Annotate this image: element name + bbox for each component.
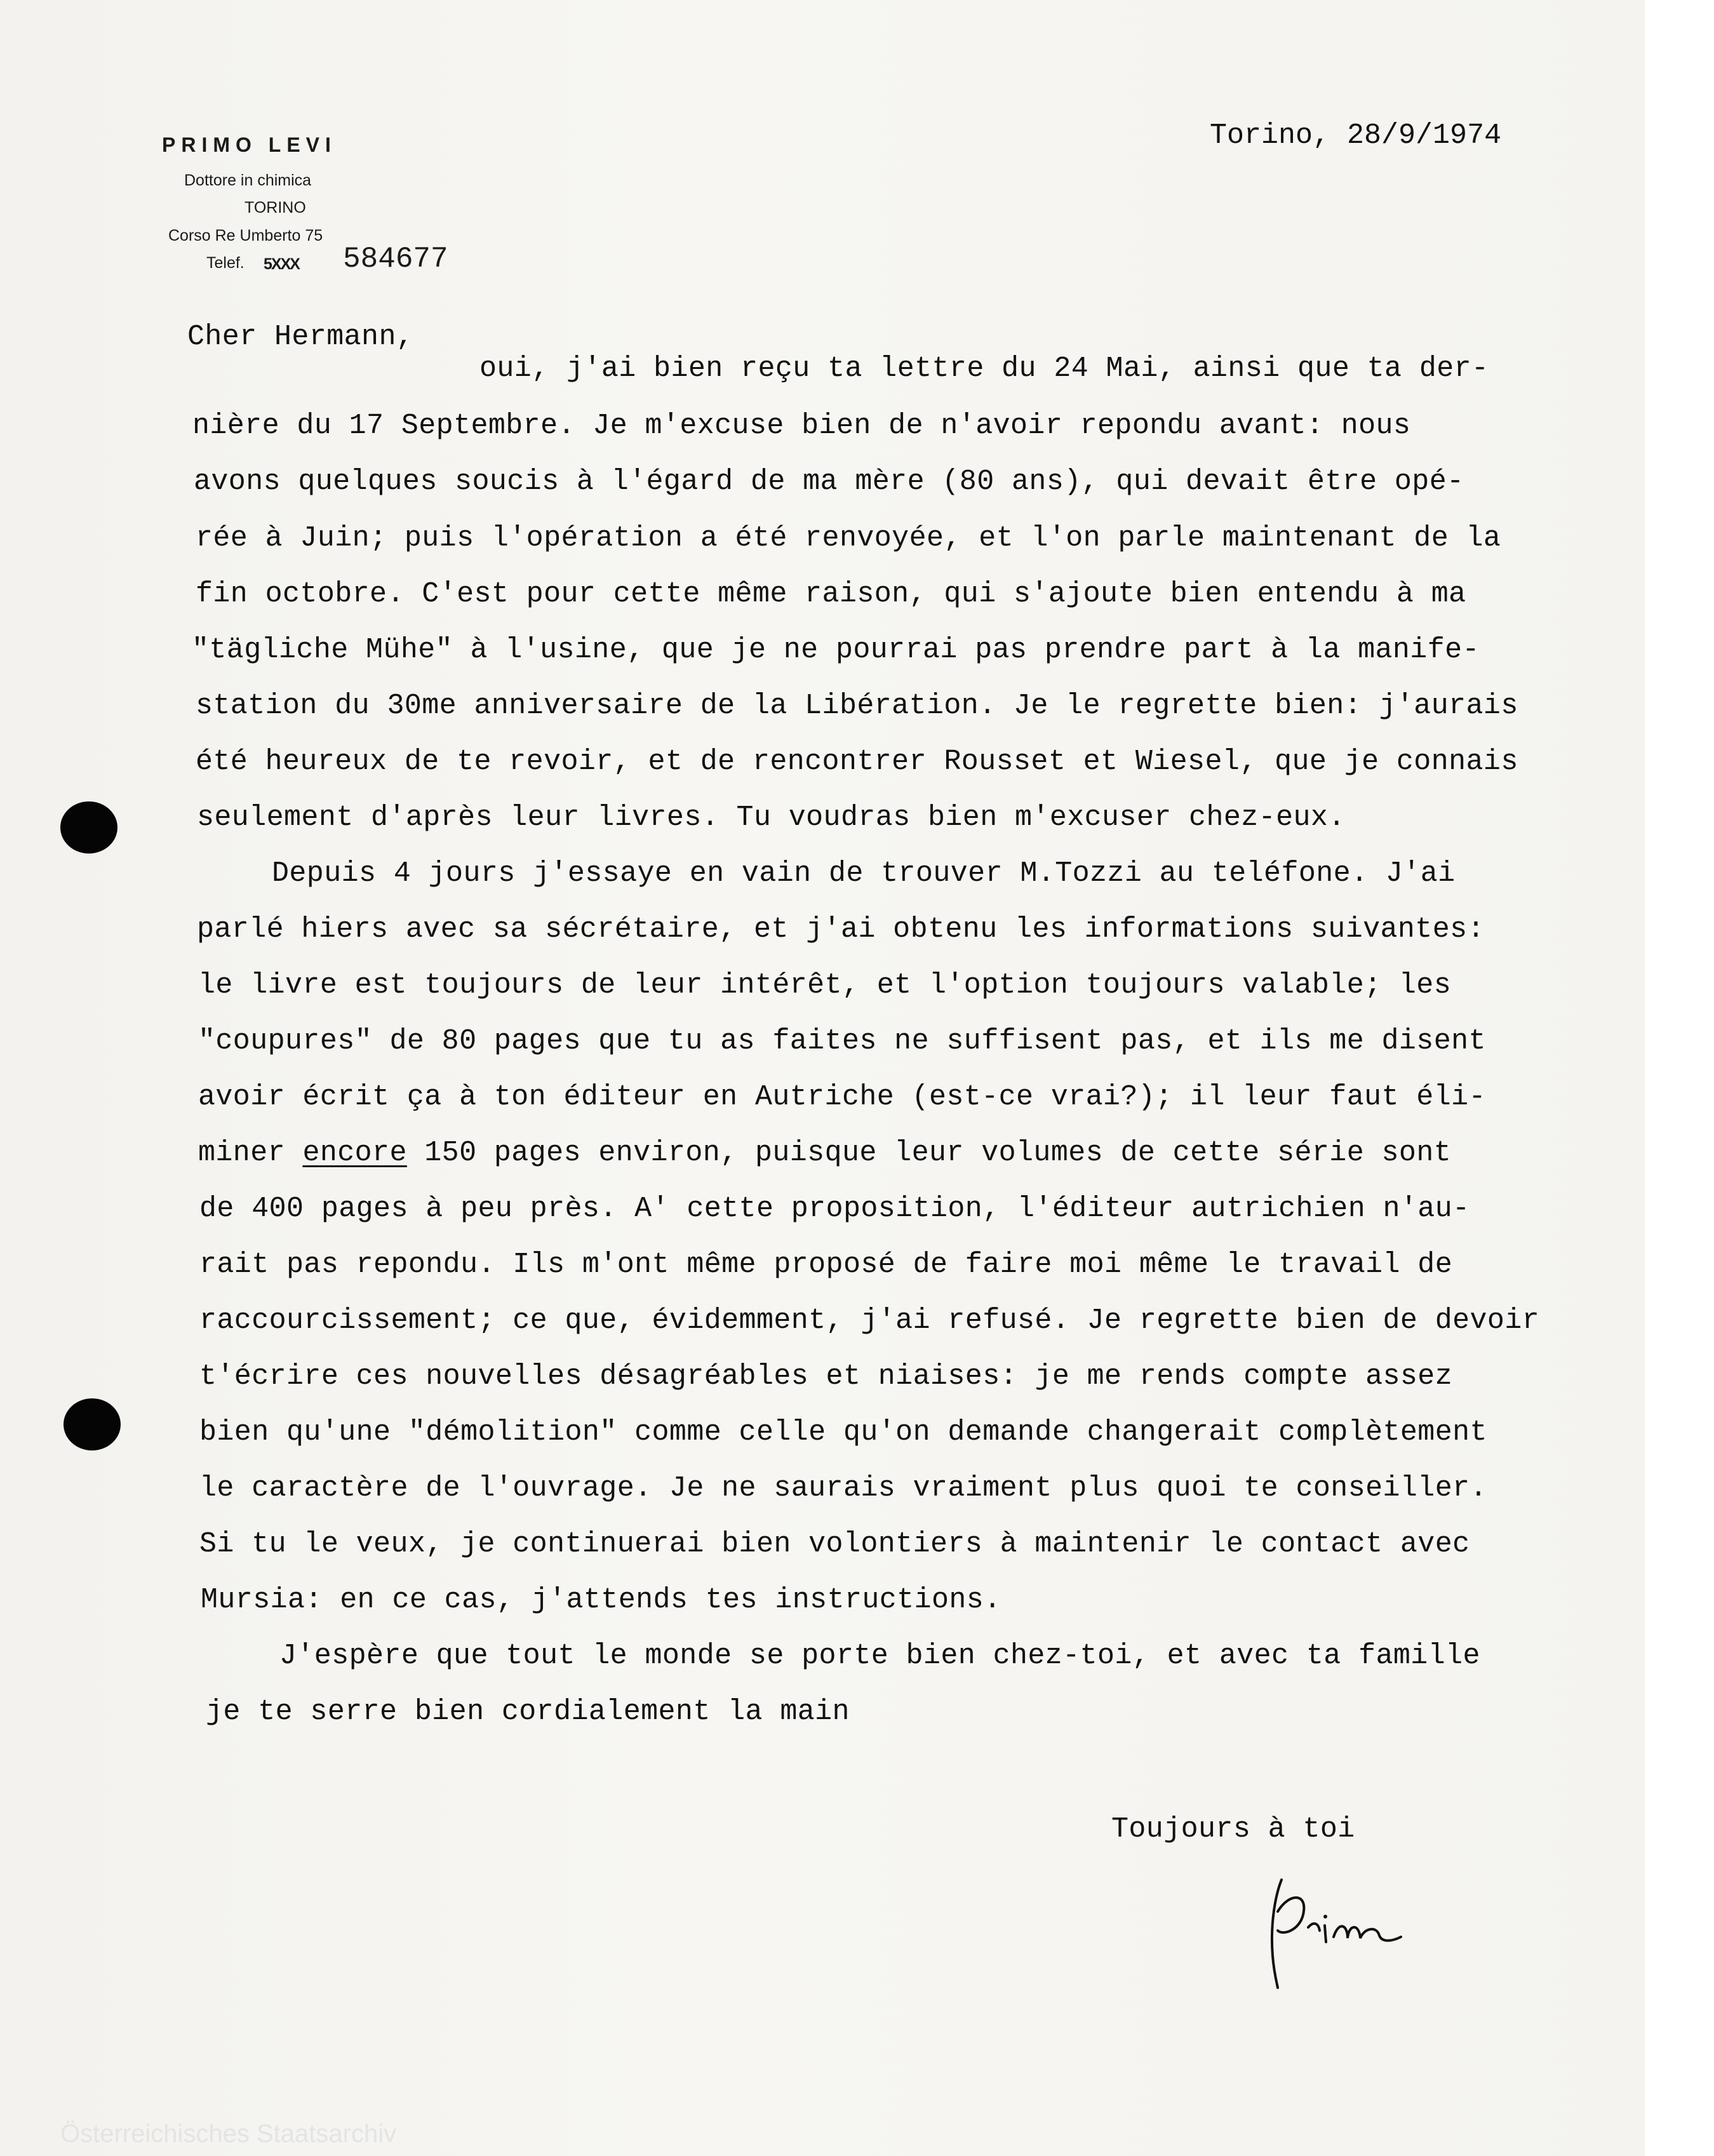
- letterhead-address: Corso Re Umberto 75: [168, 227, 323, 244]
- letterhead-name: PRIMO LEVI: [162, 133, 337, 156]
- body-line-with-underline: [198, 1137, 1451, 1169]
- body-line: rée à Juin; puis l'opération a été renvoyée, et l'on parle maintenant de la: [196, 522, 1501, 554]
- salutation: Cher Hermann,: [187, 321, 414, 353]
- body-line: Mursia: en ce cas, j'attends tes instructions.: [201, 1584, 1001, 1616]
- torn-page-edge: [1645, 0, 1689, 2156]
- letterhead-title: Dottore in chimica: [184, 171, 312, 189]
- letterhead-phone-struck: 5XXX: [264, 255, 299, 273]
- letterhead-phone-label: Telef.: [206, 254, 244, 272]
- body-line: "coupures" de 80 pages que tu as faites ne suffisent pas, et ils me disent: [198, 1025, 1486, 1057]
- letterhead-phone-number: 584677: [343, 243, 448, 276]
- letterhead-city: TORINO: [244, 199, 306, 217]
- body-line: "tägliche Mühe" à l'usine, que je ne pourrai pas prendre part à la manife-: [192, 634, 1480, 666]
- body-line: rait pas repondu. Ils m'ont même proposé de faire moi même le travail de: [199, 1249, 1453, 1281]
- underlined-word: encore: [302, 1137, 407, 1169]
- body-line: oui, j'ai bien reçu ta lettre du 24 Mai, ainsi que ta der-: [479, 352, 1489, 385]
- closing: Toujours à toi: [1111, 1813, 1355, 1845]
- body-line: été heureux de te revoir, et de rencontrer Rousset et Wiesel, que je connais: [196, 746, 1518, 778]
- body-line: bien qu'une "démolition" comme celle qu'on demande changerait complètement: [199, 1416, 1487, 1449]
- body-line: le caractère de l'ouvrage. Je ne saurais vraiment plus quoi te conseiller.: [199, 1472, 1487, 1504]
- body-line: avons quelques soucis à l'égard de ma mère (80 ans), qui devait être opé-: [194, 465, 1464, 498]
- body-line: le livre est toujours de leur intérêt, et l'option toujours valable; les: [198, 969, 1452, 1001]
- body-line: avoir écrit ça à ton éditeur en Autriche (est-ce vrai?); il leur faut éli-: [198, 1081, 1486, 1113]
- body-line: parlé hiers avec sa sécrétaire, et j'ai obtenu les informations suivantes:: [197, 913, 1485, 946]
- body-line: raccourcissement; ce que, évidemment, j'ai refusé. Je regrette bien de devoir: [199, 1304, 1540, 1337]
- handwritten-signature: [1264, 1867, 1410, 1994]
- body-line: J'espère que tout le monde se porte bien chez-toi, et avec ta famille: [279, 1640, 1480, 1672]
- body-line: Si tu le veux, je continuerai bien volontiers à maintenir le contact avec: [199, 1528, 1470, 1560]
- punch-hole-top: [60, 801, 117, 854]
- body-line: station du 30me anniversaire de la Libération. Je le regrette bien: j'aurais: [196, 690, 1518, 722]
- body-line: je te serre bien cordialement la main: [206, 1696, 850, 1728]
- body-text: miner: [198, 1137, 303, 1169]
- body-line: de 400 pages à peu près. A' cette proposition, l'éditeur autrichien n'au-: [199, 1193, 1470, 1225]
- body-line: fin octobre. C'est pour cette même raison, qui s'ajoute bien entendu à ma: [196, 578, 1466, 610]
- archive-watermark: Österreichisches Staatsarchiv: [60, 2120, 397, 2148]
- body-line: nière du 17 Septembre. Je m'excuse bien de n'avoir repondu avant: nous: [192, 410, 1411, 442]
- body-line: t'écrire ces nouvelles désagréables et niaises: je me rends compte assez: [199, 1360, 1453, 1393]
- body-line: Depuis 4 jours j'essaye en vain de trouver M.Tozzi au teléfone. J'ai: [272, 857, 1456, 890]
- punch-hole-bottom: [64, 1398, 121, 1450]
- body-text: 150 pages environ, puisque leur volumes de cette série sont: [406, 1137, 1452, 1169]
- body-line: seulement d'après leur livres. Tu voudras bien m'excuser chez-eux.: [197, 801, 1346, 834]
- letter-date: Torino, 28/9/1974: [1210, 119, 1502, 152]
